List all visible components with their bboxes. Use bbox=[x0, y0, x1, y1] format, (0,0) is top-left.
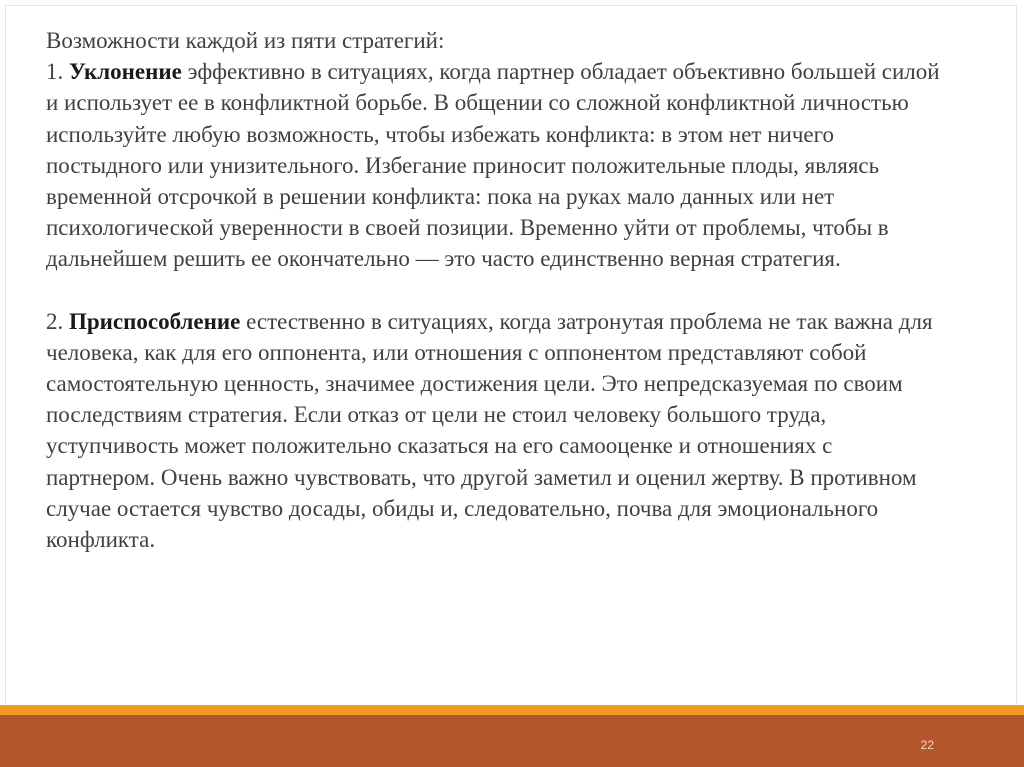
intro-text: Возможности каждой из пяти стратегий: bbox=[46, 28, 445, 53]
paragraph-gap bbox=[46, 275, 946, 306]
footer-accent-bar bbox=[0, 705, 1024, 715]
page-number: 22 bbox=[920, 738, 934, 752]
item-2-number: 2. bbox=[46, 308, 69, 334]
slide-content bbox=[46, 25, 946, 555]
footer-bar bbox=[0, 715, 1024, 767]
strategy-item-2 bbox=[46, 306, 946, 556]
item-2-term: Приспособление bbox=[69, 308, 241, 334]
item-1-number: 1. bbox=[46, 59, 69, 85]
item-1-term: Уклонение bbox=[69, 59, 182, 85]
item-1-text: эффективно в ситуациях, когда партнер обладает объективно большей силой и использует ее в конфликтной борьбе. В общении со сложной конфликтной личностью используйте любую возможность, чтобы избежать конфликта: в этом нет ничего постыдного или унизительного. Избегание приносит положительные плоды, являясь временной отсрочкой в решении конфликта: пока на руках мало данных или нет психологической уверенности в своей позиции. Временно уйти от проблемы, чтобы в дальнейшем решить ее окончательно — это часто единственно верная стратегия. bbox=[46, 59, 940, 272]
item-2-text: естественно в ситуациях, когда затронутая проблема не так важна для человека, как для его оппонента, или отношения с оппонентом представляют собой самостоятельную ценность, значимее достижения цели. Это непредсказуемая по своим последствиям стратегия. Если отказ от цели не стоил человеку большого труда, уступчивость может положительно сказаться на его самооценке и отношениях с партнером. Очень важно чувствовать, что другой заметил и оценил жертву. В противном случае остается чувство досады, обиды и, следовательно, почва для эмоционального конфликта. bbox=[46, 308, 933, 553]
strategy-item-1 bbox=[46, 56, 946, 274]
